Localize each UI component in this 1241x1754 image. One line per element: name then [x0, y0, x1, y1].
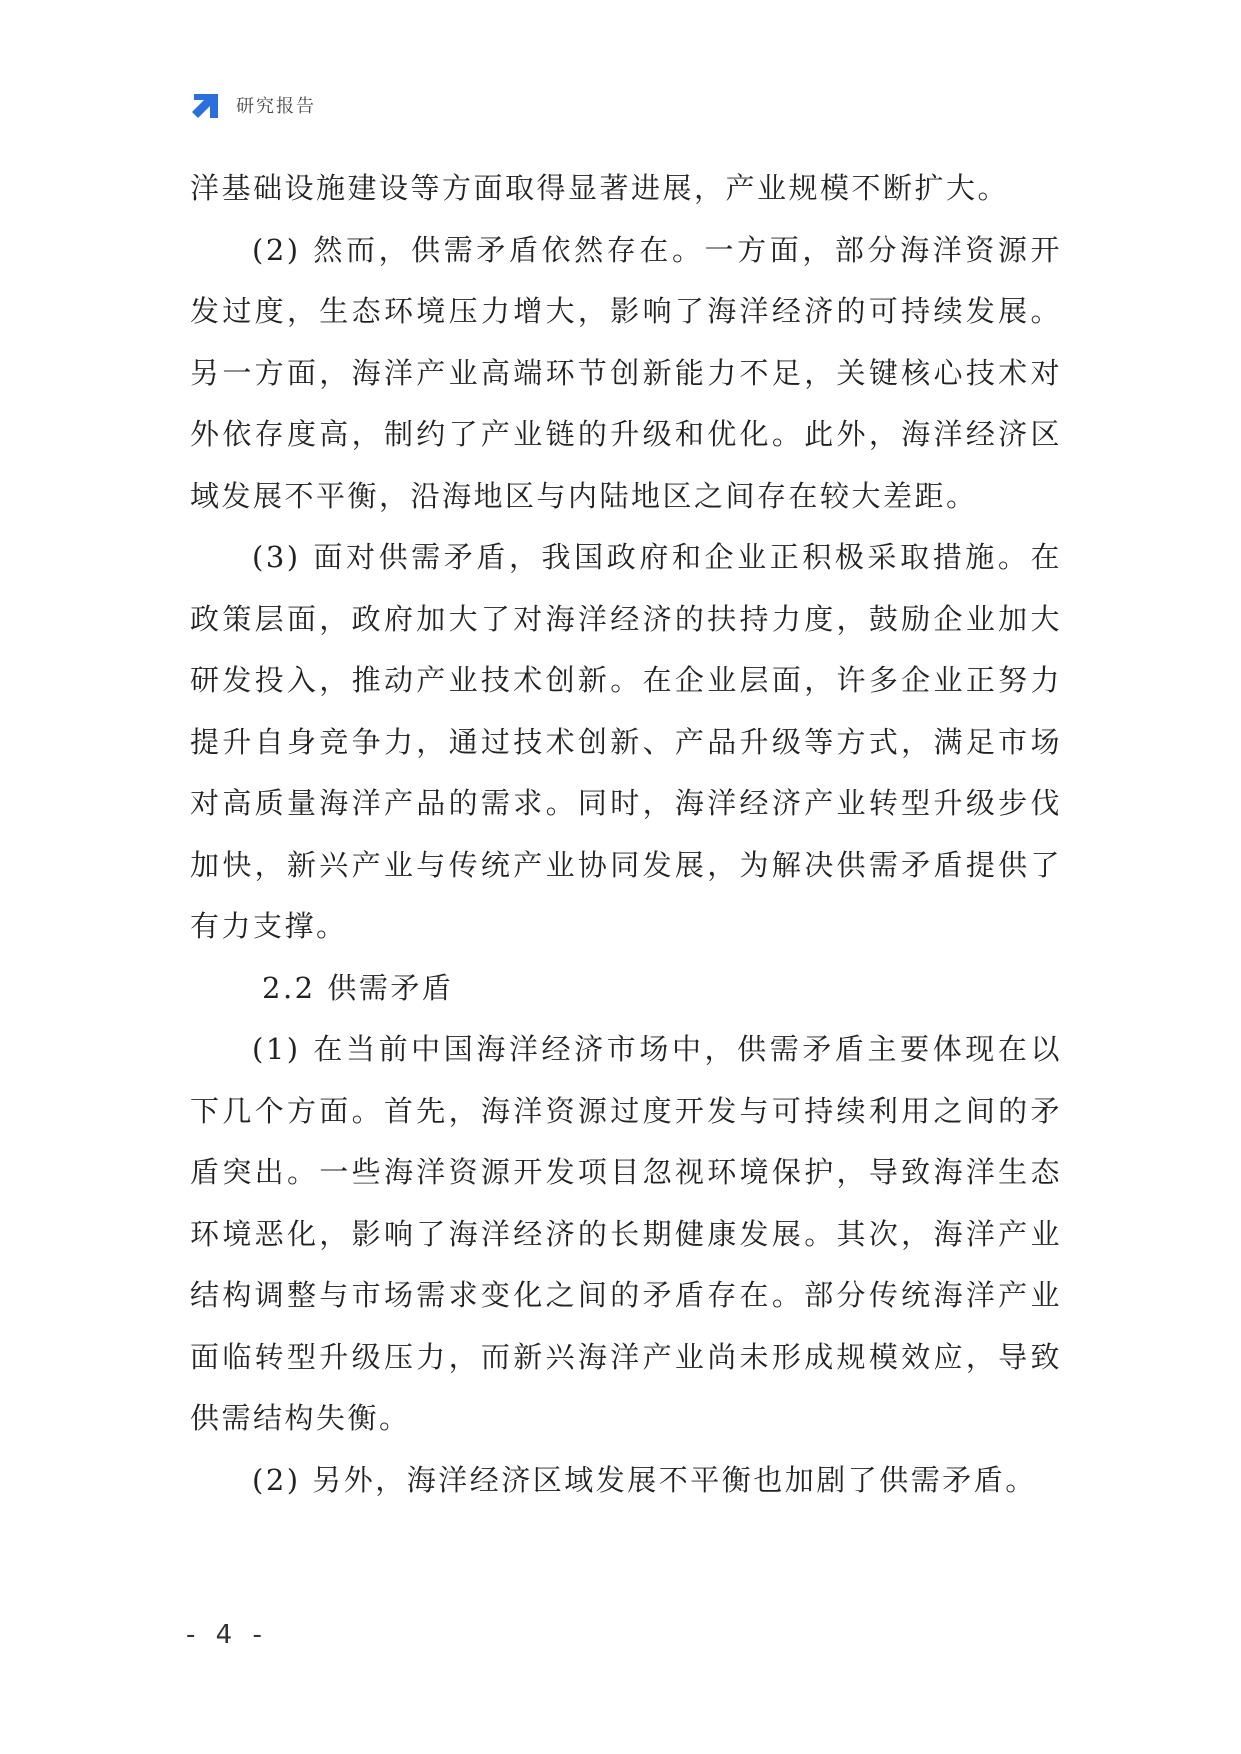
section-paragraph-2: (2) 另外，海洋经济区域发展不平衡也加剧了供需矛盾。: [252, 1462, 1037, 1497]
document-body: [190, 158, 1062, 1511]
header-title: 研究报告: [236, 96, 316, 117]
paragraph-continuation: 洋基础设施建设等方面取得显著进展，产业规模不断扩大。: [190, 171, 1010, 205]
arrow-up-right-icon: [190, 88, 224, 122]
paragraph-3: (3) 面对供需矛盾，我国政府和企业正积极采取措施。在政策层面，政府加大了对海洋经济的扶持力度，鼓励企业加大研发投入，推动产业技术创新。在企业层面，许多企业正努力提升自身竞争力，通过技术创新、产品升级等方式，满足市场对高质量海洋产品的需求。同时，海洋经济产业转型升级步伐加快，新兴产业与传统产业协同发展，为解决供需矛盾提供了有力支撑。: [190, 540, 1062, 943]
paragraph-2: (2) 然而，供需矛盾依然存在。一方面，部分海洋资源开发过度，生态环境压力增大，影响了海洋经济的可持续发展。另一方面，海洋产业高端环节创新能力不足，关键核心技术对外依存度高，制约了产业链的升级和优化。此外，海洋经济区域发展不平衡，沿海地区与内陆地区之间存在较大差距。: [190, 232, 1062, 513]
section-paragraph-1: (1) 在当前中国海洋经济市场中，供需矛盾主要体现在以下几个方面。首先，海洋资源过度开发与可持续利用之间的矛盾突出。一些海洋资源开发项目忽视环境保护，导致海洋生态环境恶化，影响了海洋经济的长期健康发展。其次，海洋产业结构调整与市场需求变化之间的矛盾存在。部分传统海洋产业面临转型升级压力，而新兴海洋产业尚未形成规模效应，导致供需结构失衡。: [190, 1032, 1062, 1435]
section-heading: 2.2 供需矛盾: [262, 970, 454, 1005]
page-number: - 4 -: [186, 1620, 268, 1650]
report-header: [190, 88, 316, 122]
